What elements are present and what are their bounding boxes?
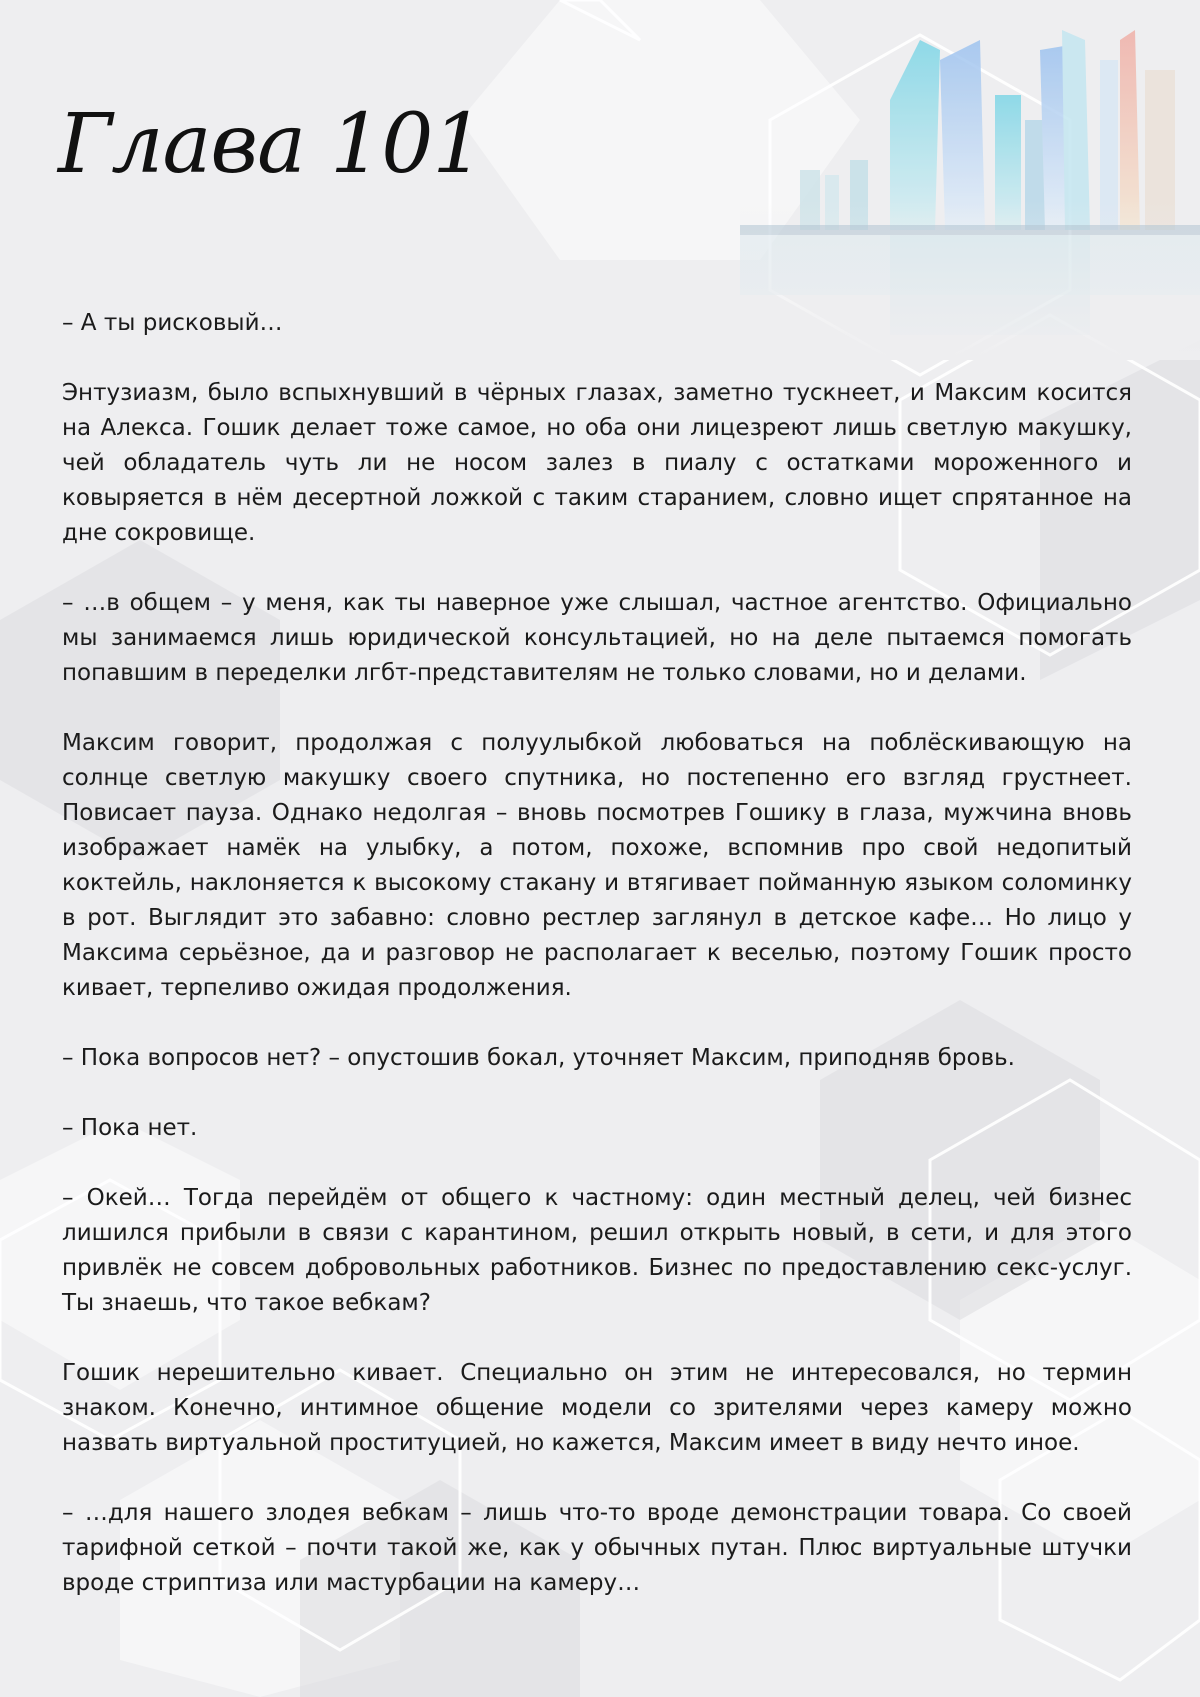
paragraph: – Окей… Тогда перейдём от общего к частному: один местный делец, чей бизнес лишился прибыли в связи с карантином, решил открыть новый, в сети, и для этого привлёк не совсем добровольных работников. Бизнес по предоставлению секс-услуг. Ты знаешь, что такое вебкам? (62, 1185, 1132, 1316)
paragraph: – Пока нет. (62, 1115, 198, 1141)
paragraph: Максим говорит, продолжая с полуулыбкой любоваться на поблёскивающую на солнце светлую макушку своего спутника, но постепенно его взгляд грустнеет. Повисает пауза. Однако недолгая – вновь посмотрев Гошику в глаза, мужчина вновь изображает намёк на улыбку, а потом, похоже, вспомнив про свой недопитый коктейль, наклоняется к высокому стакану и втягивает пойманную языком соломинку в рот. Выглядит это забавно: словно рестлер заглянул в детское кафе… Но лицо у Максима серьёзное, да и разговор не располагает к веселью, поэтому Гошик просто кивает, терпеливо ожидая продолжения. (62, 730, 1132, 1001)
paragraph: – …в общем – у меня, как ты наверное уже слышал, частное агентство. Официально мы занимаемся лишь юридической консультацией, но на деле пытаемся помогать попавшим в переделки лгбт-представителям не только словами, но и делами. (62, 590, 1132, 686)
chapter-title: Глава 101 (58, 97, 484, 192)
paragraph: Гошик нерешительно кивает. Специально он этим не интересовался, но термин знаком. Конечно, интимное общение модели со зрителями через камеру можно назвать виртуальной проституцией, но кажется, Максим имеет в виду нечто иное. (62, 1360, 1132, 1456)
paragraph: – А ты рисковый… (62, 310, 283, 336)
paragraph: – …для нашего злодея вебкам – лишь что-то вроде демонстрации товара. Со своей тарифной сеткой – почти такой же, как у обычных путан. Плюс виртуальные штучки вроде стриптиза или мастурбации на камеру… (62, 1500, 1132, 1596)
paragraph: Энтузиазм, было вспыхнувший в чёрных глазах, заметно тускнеет, и Максим косится на Алекса. Гошик делает тоже самое, но оба они лицезреют лишь светлую макушку, чей обладатель чуть ли не носом залез в пиалу с остатками мороженного и ковыряется в нём десертной ложкой с таким старанием, словно ищет спрятанное на дне сокровище. (62, 380, 1132, 546)
chapter-text (62, 306, 1132, 1636)
paragraph: – Пока вопросов нет? – опустошив бокал, уточняет Максим, приподняв бровь. (62, 1045, 1015, 1071)
